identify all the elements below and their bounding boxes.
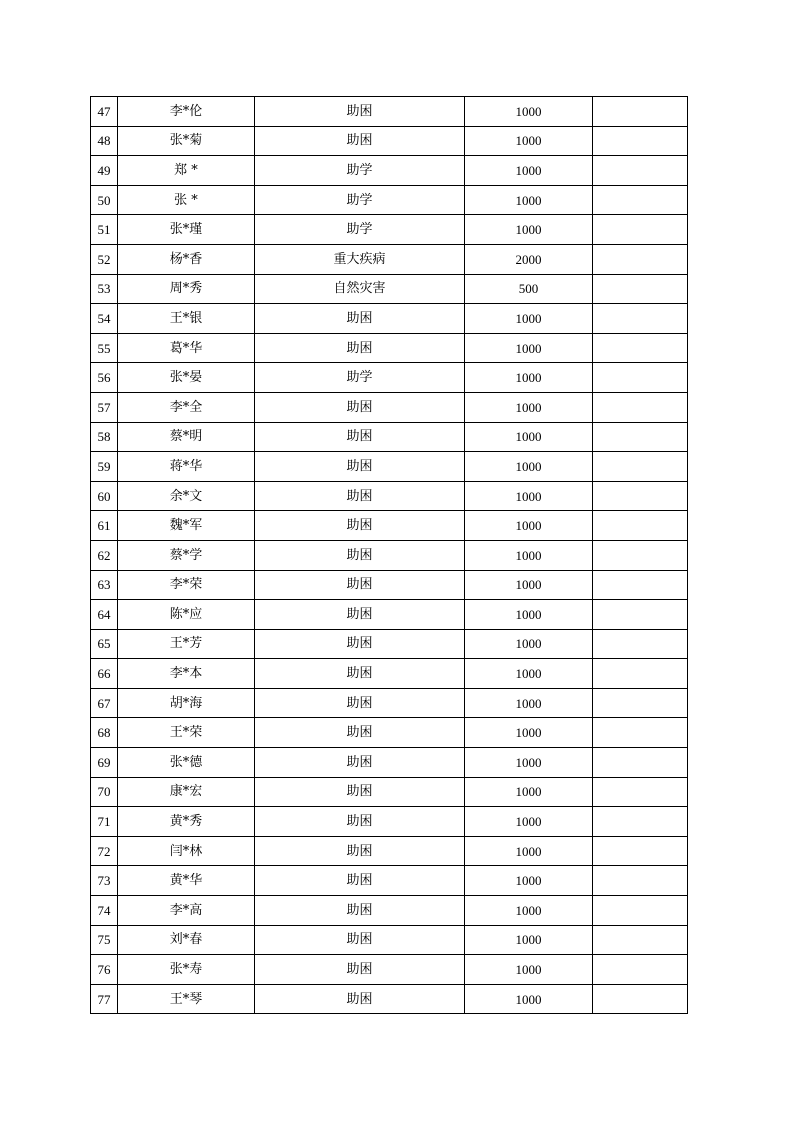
remarks-cell xyxy=(593,215,688,245)
assistance-type: 自然灾害 xyxy=(255,274,465,304)
recipient-name: 周*秀 xyxy=(118,274,255,304)
row-number: 49 xyxy=(91,156,118,186)
remarks-cell xyxy=(593,333,688,363)
row-number: 68 xyxy=(91,718,118,748)
assistance-amount: 1000 xyxy=(465,836,593,866)
recipient-name: 李*本 xyxy=(118,659,255,689)
recipient-name: 蔡*学 xyxy=(118,540,255,570)
recipient-name: 张*晏 xyxy=(118,363,255,393)
table-row xyxy=(91,896,688,926)
table-row xyxy=(91,511,688,541)
assistance-type: 助困 xyxy=(255,570,465,600)
row-number: 71 xyxy=(91,807,118,837)
row-number: 61 xyxy=(91,511,118,541)
remarks-cell xyxy=(593,274,688,304)
assistance-type: 助困 xyxy=(255,659,465,689)
remarks-cell xyxy=(593,600,688,630)
remarks-cell xyxy=(593,126,688,156)
table-row xyxy=(91,363,688,393)
row-number: 56 xyxy=(91,363,118,393)
remarks-cell xyxy=(593,540,688,570)
remarks-cell xyxy=(593,392,688,422)
row-number: 57 xyxy=(91,392,118,422)
assistance-amount: 1000 xyxy=(465,363,593,393)
assistance-amount: 1000 xyxy=(465,570,593,600)
table-row xyxy=(91,422,688,452)
recipient-name: 张*寿 xyxy=(118,955,255,985)
table-row xyxy=(91,807,688,837)
row-number: 70 xyxy=(91,777,118,807)
table-row xyxy=(91,955,688,985)
recipient-name: 蒋*华 xyxy=(118,452,255,482)
remarks-cell xyxy=(593,244,688,274)
assistance-amount: 1000 xyxy=(465,511,593,541)
remarks-cell xyxy=(593,866,688,896)
assistance-amount: 1000 xyxy=(465,866,593,896)
recipient-name: 陈*应 xyxy=(118,600,255,630)
remarks-cell xyxy=(593,304,688,334)
assistance-type: 助困 xyxy=(255,984,465,1014)
assistance-type: 重大疾病 xyxy=(255,244,465,274)
assistance-amount: 1000 xyxy=(465,688,593,718)
recipient-name: 蔡*明 xyxy=(118,422,255,452)
recipient-name: 李*荣 xyxy=(118,570,255,600)
remarks-cell xyxy=(593,896,688,926)
remarks-cell xyxy=(593,481,688,511)
remarks-cell xyxy=(593,807,688,837)
table-row xyxy=(91,688,688,718)
recipient-name: 胡*海 xyxy=(118,688,255,718)
remarks-cell xyxy=(593,422,688,452)
recipient-name: 张 * xyxy=(118,185,255,215)
assistance-amount: 1000 xyxy=(465,481,593,511)
assistance-amount: 1000 xyxy=(465,540,593,570)
recipient-name: 张*德 xyxy=(118,748,255,778)
row-number: 66 xyxy=(91,659,118,689)
table-row xyxy=(91,777,688,807)
recipient-name: 康*宏 xyxy=(118,777,255,807)
assistance-amount: 1000 xyxy=(465,97,593,127)
table-row xyxy=(91,392,688,422)
assistance-type: 助困 xyxy=(255,925,465,955)
recipient-name: 李*高 xyxy=(118,896,255,926)
recipient-name: 黄*华 xyxy=(118,866,255,896)
row-number: 50 xyxy=(91,185,118,215)
assistance-amount: 1000 xyxy=(465,392,593,422)
recipient-name: 张*菊 xyxy=(118,126,255,156)
recipient-name: 王*荣 xyxy=(118,718,255,748)
remarks-cell xyxy=(593,185,688,215)
remarks-cell xyxy=(593,452,688,482)
table-row xyxy=(91,984,688,1014)
table-row xyxy=(91,274,688,304)
remarks-cell xyxy=(593,688,688,718)
assistance-amount: 1000 xyxy=(465,807,593,837)
assistance-type: 助困 xyxy=(255,511,465,541)
assistance-type: 助困 xyxy=(255,600,465,630)
assistance-amount: 1000 xyxy=(465,718,593,748)
remarks-cell xyxy=(593,659,688,689)
remarks-cell xyxy=(593,97,688,127)
row-number: 51 xyxy=(91,215,118,245)
row-number: 69 xyxy=(91,748,118,778)
remarks-cell xyxy=(593,718,688,748)
remarks-cell xyxy=(593,363,688,393)
assistance-amount: 1000 xyxy=(465,955,593,985)
assistance-amount: 1000 xyxy=(465,215,593,245)
table-row xyxy=(91,540,688,570)
assistance-type: 助困 xyxy=(255,688,465,718)
assistance-amount: 1000 xyxy=(465,925,593,955)
recipient-name: 李*伦 xyxy=(118,97,255,127)
row-number: 77 xyxy=(91,984,118,1014)
row-number: 73 xyxy=(91,866,118,896)
recipient-name: 余*文 xyxy=(118,481,255,511)
table-row xyxy=(91,185,688,215)
row-number: 52 xyxy=(91,244,118,274)
table-row xyxy=(91,836,688,866)
assistance-type: 助学 xyxy=(255,185,465,215)
assistance-type: 助困 xyxy=(255,896,465,926)
table-row xyxy=(91,333,688,363)
assistance-type: 助困 xyxy=(255,836,465,866)
assistance-type: 助困 xyxy=(255,866,465,896)
row-number: 60 xyxy=(91,481,118,511)
row-number: 64 xyxy=(91,600,118,630)
row-number: 65 xyxy=(91,629,118,659)
assistance-type: 助困 xyxy=(255,777,465,807)
assistance-type: 助困 xyxy=(255,97,465,127)
table-row xyxy=(91,215,688,245)
assistance-amount: 1000 xyxy=(465,659,593,689)
assistance-amount: 1000 xyxy=(465,896,593,926)
table-row xyxy=(91,659,688,689)
row-number: 62 xyxy=(91,540,118,570)
recipient-name: 葛*华 xyxy=(118,333,255,363)
assistance-amount: 1000 xyxy=(465,156,593,186)
row-number: 72 xyxy=(91,836,118,866)
assistance-amount: 1000 xyxy=(465,304,593,334)
table-row xyxy=(91,718,688,748)
assistance-type: 助困 xyxy=(255,748,465,778)
assistance-amount: 1000 xyxy=(465,629,593,659)
remarks-cell xyxy=(593,748,688,778)
assistance-type: 助困 xyxy=(255,955,465,985)
row-number: 75 xyxy=(91,925,118,955)
row-number: 67 xyxy=(91,688,118,718)
assistance-amount: 1000 xyxy=(465,600,593,630)
assistance-amount: 1000 xyxy=(465,185,593,215)
assistance-type: 助学 xyxy=(255,156,465,186)
recipient-name: 刘*春 xyxy=(118,925,255,955)
table-row xyxy=(91,570,688,600)
remarks-cell xyxy=(593,629,688,659)
row-number: 74 xyxy=(91,896,118,926)
table-row xyxy=(91,304,688,334)
assistance-type: 助学 xyxy=(255,363,465,393)
assistance-type: 助困 xyxy=(255,481,465,511)
table-row xyxy=(91,126,688,156)
assistance-type: 助困 xyxy=(255,422,465,452)
remarks-cell xyxy=(593,570,688,600)
recipient-name: 黄*秀 xyxy=(118,807,255,837)
row-number: 63 xyxy=(91,570,118,600)
remarks-cell xyxy=(593,955,688,985)
assistance-amount: 1000 xyxy=(465,777,593,807)
recipient-name: 闫*林 xyxy=(118,836,255,866)
row-number: 55 xyxy=(91,333,118,363)
assistance-table xyxy=(90,96,688,1014)
table-row xyxy=(91,244,688,274)
recipient-name: 王*琴 xyxy=(118,984,255,1014)
table-row xyxy=(91,748,688,778)
recipient-name: 李*全 xyxy=(118,392,255,422)
row-number: 58 xyxy=(91,422,118,452)
assistance-type: 助困 xyxy=(255,304,465,334)
assistance-type: 助困 xyxy=(255,452,465,482)
assistance-type: 助困 xyxy=(255,540,465,570)
assistance-amount: 1000 xyxy=(465,748,593,778)
remarks-cell xyxy=(593,984,688,1014)
recipient-name: 杨*香 xyxy=(118,244,255,274)
assistance-type: 助困 xyxy=(255,392,465,422)
recipient-name: 郑 * xyxy=(118,156,255,186)
table-row xyxy=(91,481,688,511)
remarks-cell xyxy=(593,777,688,807)
table-body xyxy=(91,97,688,1014)
assistance-type: 助困 xyxy=(255,807,465,837)
remarks-cell xyxy=(593,511,688,541)
assistance-type: 助学 xyxy=(255,215,465,245)
assistance-amount: 2000 xyxy=(465,244,593,274)
row-number: 59 xyxy=(91,452,118,482)
assistance-amount: 500 xyxy=(465,274,593,304)
table-row xyxy=(91,156,688,186)
table-row xyxy=(91,97,688,127)
recipient-name: 王*银 xyxy=(118,304,255,334)
remarks-cell xyxy=(593,156,688,186)
table-row xyxy=(91,629,688,659)
table-row xyxy=(91,866,688,896)
assistance-type: 助困 xyxy=(255,718,465,748)
assistance-type: 助困 xyxy=(255,333,465,363)
row-number: 76 xyxy=(91,955,118,985)
assistance-amount: 1000 xyxy=(465,452,593,482)
row-number: 53 xyxy=(91,274,118,304)
remarks-cell xyxy=(593,925,688,955)
row-number: 48 xyxy=(91,126,118,156)
table-row xyxy=(91,925,688,955)
assistance-type: 助困 xyxy=(255,629,465,659)
recipient-name: 魏*军 xyxy=(118,511,255,541)
assistance-type: 助困 xyxy=(255,126,465,156)
assistance-amount: 1000 xyxy=(465,984,593,1014)
recipient-name: 王*芳 xyxy=(118,629,255,659)
recipient-name: 张*瑾 xyxy=(118,215,255,245)
assistance-amount: 1000 xyxy=(465,126,593,156)
table-row xyxy=(91,600,688,630)
table-row xyxy=(91,452,688,482)
assistance-amount: 1000 xyxy=(465,333,593,363)
assistance-amount: 1000 xyxy=(465,422,593,452)
remarks-cell xyxy=(593,836,688,866)
row-number: 47 xyxy=(91,97,118,127)
row-number: 54 xyxy=(91,304,118,334)
